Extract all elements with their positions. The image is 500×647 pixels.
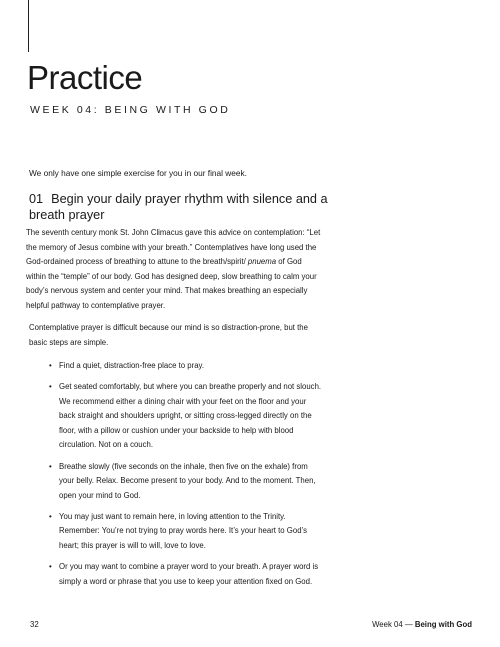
pnuema-word: pnuema (247, 257, 277, 267)
page-number: 32 (30, 620, 39, 629)
list-item (47, 510, 322, 554)
list-item (47, 460, 322, 504)
list-item (47, 359, 322, 374)
paragraph-steps-intro: Contemplative prayer is difficult because our mind is so distraction-prone, but the basic steps are simple. (29, 323, 308, 347)
bullet-icon: • (49, 562, 52, 572)
list-item (47, 560, 322, 589)
vertical-rule (28, 0, 29, 52)
paragraph-text-b: of God within the “temple” of our body. God has designed deep, slow breathing to calm your body’s nervous system and center your mind. That makes breathing an especially helpful pathway to contemplative prayer. (26, 257, 317, 310)
footer-section (372, 620, 472, 629)
list-item-text: Find a quiet, distraction-free place to pray. (59, 361, 205, 370)
paragraph-contemplation (26, 226, 321, 314)
bullet-icon: • (49, 361, 52, 370)
intro-text: We only have one simple exercise for you in our final week. (29, 168, 247, 178)
list-item (47, 380, 322, 453)
paragraph-text-a: The seventh century monk St. John Climacus gave this advice on contemplation: “Let the memory of Jesus combine with your breath.” Contemplatives have long used the God-ordained process of breathing to attune to the breath/spirit/ (26, 228, 321, 267)
page-title: Practice (27, 59, 143, 96)
exercise-heading-text: Begin your daily prayer rhythm with silence and a breath prayer (29, 192, 328, 222)
footer-section-title: Being with God (414, 620, 472, 629)
list-item-text: You may just want to remain here, in loving attention to the Trinity. Remember: You’re not trying to pray words here. It’s your heart to God’s heart; this prayer is will to will, love to love. (59, 511, 308, 551)
list-item-text: Breathe slowly (five seconds on the inhale, then five on the exhale) from your belly. Relax. Become present to your body. And to the moment. Then, open your mind to God. (59, 461, 316, 500)
footer-week: Week 04 — (372, 620, 415, 629)
bullet-icon: • (49, 511, 52, 521)
bullet-icon: • (49, 382, 52, 392)
page-subtitle: WEEK 04: BEING WITH GOD (30, 104, 231, 116)
exercise-number: 01 (29, 192, 44, 206)
exercise-heading (29, 192, 329, 223)
list-item-text: Or you may want to combine a prayer word to your breath. A prayer word is simply a word or phrase that you use to keep your attention fixed on God. (59, 562, 319, 586)
steps-list (47, 359, 322, 596)
list-item-text: Get seated comfortably, but where you can breathe properly and not slouch. We recommend either a dining chair with your feet on the floor and your back straight and shoulders upright, or sitting cross-legged directly on the floor, with a pillow or cushion under your backside to help with blood circulation. Not on a couch. (59, 382, 322, 450)
bullet-icon: • (49, 461, 52, 471)
